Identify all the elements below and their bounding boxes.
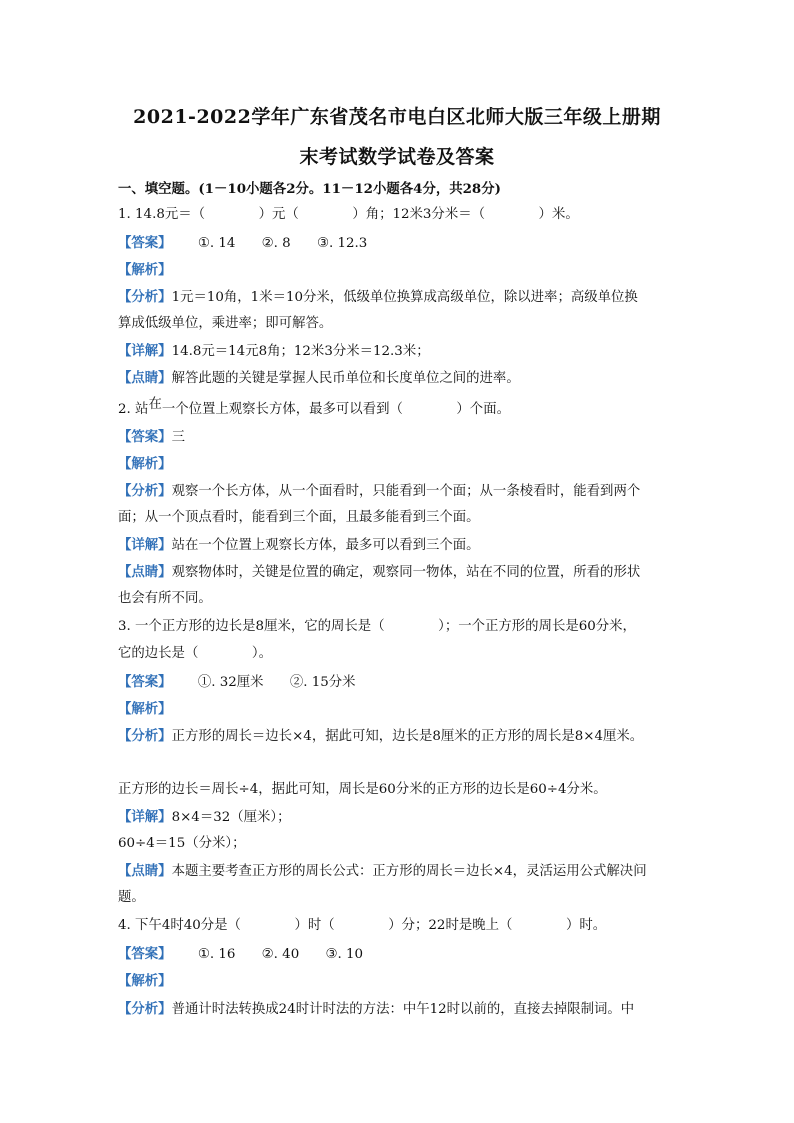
q1-fenxi-text-1: 1元＝10角，1米＝10分米，低级单位换算成高级单位，除以进率；高级单位换 bbox=[171, 290, 638, 305]
question-1: 1. 14.8元＝（ ）元（ ）角；12米3分米＝（ ）米。 bbox=[118, 207, 579, 222]
answer-tag: 【答案】 bbox=[118, 674, 172, 690]
q3-answer-1: ①. 32厘米 bbox=[197, 675, 264, 690]
q1-answer-3: ③. 12.3 bbox=[316, 236, 368, 251]
q1-detail bbox=[118, 342, 430, 361]
fenxi-tag: 【分析】 bbox=[118, 728, 172, 744]
q2-question-part-a: 2. 站 bbox=[118, 402, 149, 417]
answer-tag: 【答案】 bbox=[118, 429, 172, 445]
doc-title-line-1: 2021-2022学年广东省茂名市电白区北师大版三年级上册期 bbox=[133, 106, 661, 128]
fenxi-tag: 【分析】 bbox=[118, 289, 172, 305]
question-3-line-1: 3. 一个正方形的边长是8厘米，它的周长是（ ）；一个正方形的周长是60分米， bbox=[118, 619, 636, 634]
detail-tag: 【详解】 bbox=[118, 809, 172, 825]
section-heading: 一、填空题。(1－10小题各2分。11－12小题各4分，共28分) bbox=[118, 181, 501, 197]
q1-detail-text: 14.8元＝14元8角；12米3分米＝12.3米； bbox=[171, 344, 430, 359]
q2-detail bbox=[118, 536, 480, 555]
q3-comment-1 bbox=[118, 862, 647, 881]
fenxi-tag: 【分析】 bbox=[118, 1001, 172, 1017]
q2-comment-text-1: 观察物体时，关键是位置的确定，观察同一物体，站在不同的位置，所看的形状 bbox=[171, 565, 641, 580]
analysis-tag: 【解析】 bbox=[118, 701, 172, 717]
comment-tag: 【点睛】 bbox=[118, 863, 172, 879]
analysis-tag: 【解析】 bbox=[118, 973, 172, 989]
q2-answer: 三 bbox=[171, 430, 185, 445]
answer-tag: 【答案】 bbox=[118, 946, 172, 962]
q3-answer-2: ②. 15分米 bbox=[289, 675, 356, 690]
q4-fenxi-text-1: 普通计时法转换成24时计时法的方法：中午12时以前的，直接去掉限制词。中 bbox=[171, 1002, 635, 1017]
q4-answer-2: ②. 40 bbox=[261, 947, 300, 962]
q2-detail-text: 站在一个位置上观察长方体，最多可以看到三个面。 bbox=[171, 538, 480, 553]
q4-fenxi-1 bbox=[118, 1000, 634, 1019]
answer-tag: 【答案】 bbox=[118, 235, 172, 251]
q4-answer-1: ①. 16 bbox=[197, 947, 236, 962]
q4-answer-row bbox=[118, 945, 363, 964]
detail-tag: 【详解】 bbox=[118, 343, 172, 359]
q2-answer-row bbox=[118, 428, 185, 447]
q2-question-raised: 在 bbox=[148, 397, 162, 412]
q3-fenxi-2: 正方形的边长＝周长÷4，据此可知，周长是60分米的正方形的边长是60÷4分米。 bbox=[118, 782, 607, 797]
q3-answer-row bbox=[118, 673, 356, 692]
q2-fenxi-1 bbox=[118, 482, 640, 501]
detail-tag: 【详解】 bbox=[118, 537, 172, 553]
q3-comment-text-1: 本题主要考查正方形的周长公式：正方形的周长＝边长×4，灵活运用公式解决问 bbox=[171, 864, 647, 879]
q2-question-part-b: 一个位置上观察长方体，最多可以看到（ ）个面。 bbox=[161, 402, 510, 417]
fenxi-tag: 【分析】 bbox=[118, 483, 172, 499]
q1-comment-text: 解答此题的关键是掌握人民币单位和长度单位之间的进率。 bbox=[171, 371, 520, 386]
q2-fenxi-text-1: 观察一个长方体，从一个面看时，只能看到一个面；从一条棱看时，能看到两个 bbox=[171, 484, 641, 499]
analysis-tag: 【解析】 bbox=[118, 262, 172, 278]
question-4: 4. 下午4时40分是（ ）时（ ）分；22时是晚上（ ）时。 bbox=[118, 918, 607, 933]
q1-answer-2: ②. 8 bbox=[261, 236, 291, 251]
comment-tag: 【点睛】 bbox=[118, 370, 172, 386]
q3-fenxi-text-1: 正方形的周长＝边长×4，据此可知，边长是8厘米的正方形的周长是8×4厘米。 bbox=[171, 729, 644, 744]
q3-detail-2: 60÷4＝15（分米）； bbox=[118, 836, 246, 851]
q4-answer-3: ③. 10 bbox=[325, 947, 364, 962]
q3-detail-1 bbox=[118, 808, 291, 827]
analysis-tag: 【解析】 bbox=[118, 456, 172, 472]
q1-fenxi-2: 算成低级单位，乘进率；即可解答。 bbox=[118, 316, 333, 331]
q2-fenxi-2: 面；从一个顶点看时，能看到三个面，且最多能看到三个面。 bbox=[118, 510, 480, 525]
q3-comment-2: 题。 bbox=[118, 890, 145, 905]
q1-comment bbox=[118, 369, 520, 388]
question-2 bbox=[118, 397, 510, 419]
q2-comment-2: 也会有所不同。 bbox=[118, 591, 212, 606]
comment-tag: 【点睛】 bbox=[118, 564, 172, 580]
q3-fenxi-1 bbox=[118, 727, 643, 746]
doc-title-line-2: 末考试数学试卷及答案 bbox=[299, 146, 495, 168]
q1-answer-1: ①. 14 bbox=[197, 236, 236, 251]
question-3-line-2: 它的边长是（ ）。 bbox=[118, 646, 272, 661]
q3-detail-text-1: 8×4＝32（厘米）； bbox=[171, 810, 291, 825]
q1-fenxi-1 bbox=[118, 288, 638, 307]
q2-comment-1 bbox=[118, 563, 640, 582]
q1-answer-row bbox=[118, 234, 367, 253]
